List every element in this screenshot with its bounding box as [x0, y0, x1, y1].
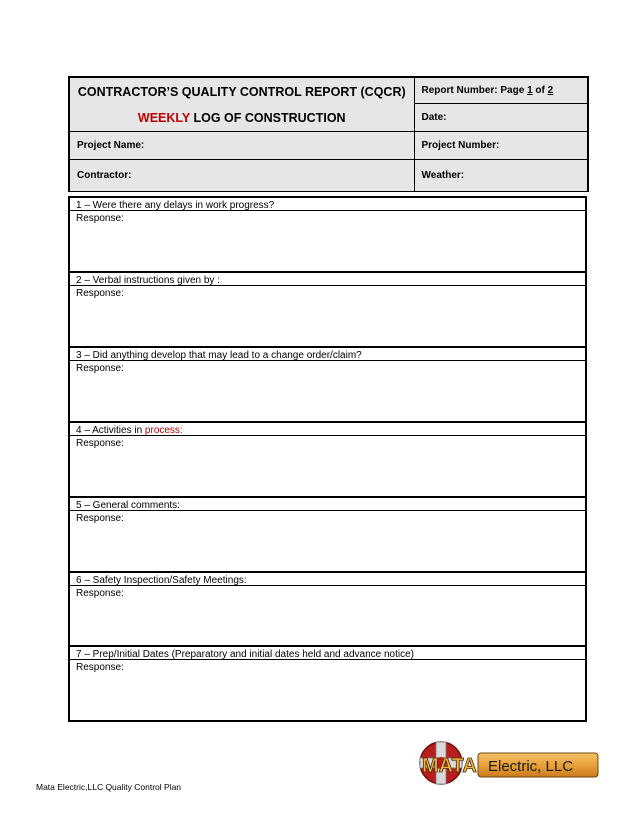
response-area[interactable] — [70, 285, 585, 346]
response-area[interactable] — [70, 360, 585, 421]
response-area[interactable] — [70, 585, 585, 645]
page-total: 2 — [547, 84, 554, 96]
question-4 — [70, 421, 585, 496]
weather-field[interactable]: Weather: — [414, 159, 588, 191]
project-name-field[interactable]: Project Name: — [69, 131, 414, 159]
response-label: Response: — [76, 588, 124, 599]
mata-electric-logo — [418, 739, 600, 787]
question-1 — [70, 196, 585, 271]
date-field[interactable]: Date: — [414, 103, 588, 131]
report-header-table — [68, 76, 589, 192]
questions-section — [68, 196, 587, 722]
report-title-cell — [69, 77, 414, 131]
contractor-field[interactable]: Contractor: — [69, 159, 414, 191]
report-subtitle — [70, 111, 414, 125]
response-label: Response: — [76, 662, 124, 673]
response-area[interactable] — [70, 210, 585, 271]
logo-company: Electric, LLC — [488, 758, 574, 775]
question-3 — [70, 346, 585, 421]
response-label: Response: — [76, 213, 124, 224]
footer-text: Mata Electric,LLC Quality Control Plan — [36, 782, 182, 792]
report-title: CONTRACTOR’S QUALITY CONTROL REPORT (CQCR) — [77, 85, 406, 100]
project-number-field[interactable]: Project Number: — [414, 131, 588, 159]
question-6 — [70, 571, 585, 645]
subtitle-rest: LOG OF CONSTRUCTION — [190, 111, 346, 126]
question-5 — [70, 496, 585, 571]
question-label: 2 – Verbal instructions given by : — [70, 271, 585, 285]
question-label: 5 – General comments: — [70, 496, 585, 510]
response-label: Response: — [76, 513, 124, 524]
response-label: Response: — [76, 438, 124, 449]
page-current: 1 — [527, 84, 533, 96]
weekly-label: WEEKLY — [137, 111, 191, 126]
response-label: Response: — [76, 363, 124, 374]
response-label: Response: — [76, 288, 124, 299]
question-2 — [70, 271, 585, 346]
logo-brand: MATA — [422, 755, 477, 777]
question-label: 3 – Did anything develop that may lead to a change order/claim? — [70, 346, 585, 360]
question-label: 7 – Prep/Initial Dates (Preparatory and initial dates held and advance notice) — [70, 645, 585, 659]
process-red-text: process: — [144, 425, 183, 436]
response-area[interactable] — [70, 435, 585, 496]
question-label: 6 – Safety Inspection/Safety Meetings: — [70, 571, 585, 585]
response-area[interactable] — [70, 659, 585, 716]
question-7 — [70, 645, 585, 716]
response-area[interactable] — [70, 510, 585, 571]
question-label: 1 – Were there any delays in work progress? — [70, 196, 585, 210]
question-label: 4 – Activities in process: — [70, 421, 585, 435]
report-number-field[interactable]: Report Number: Page 1 of 2 — [414, 77, 588, 103]
